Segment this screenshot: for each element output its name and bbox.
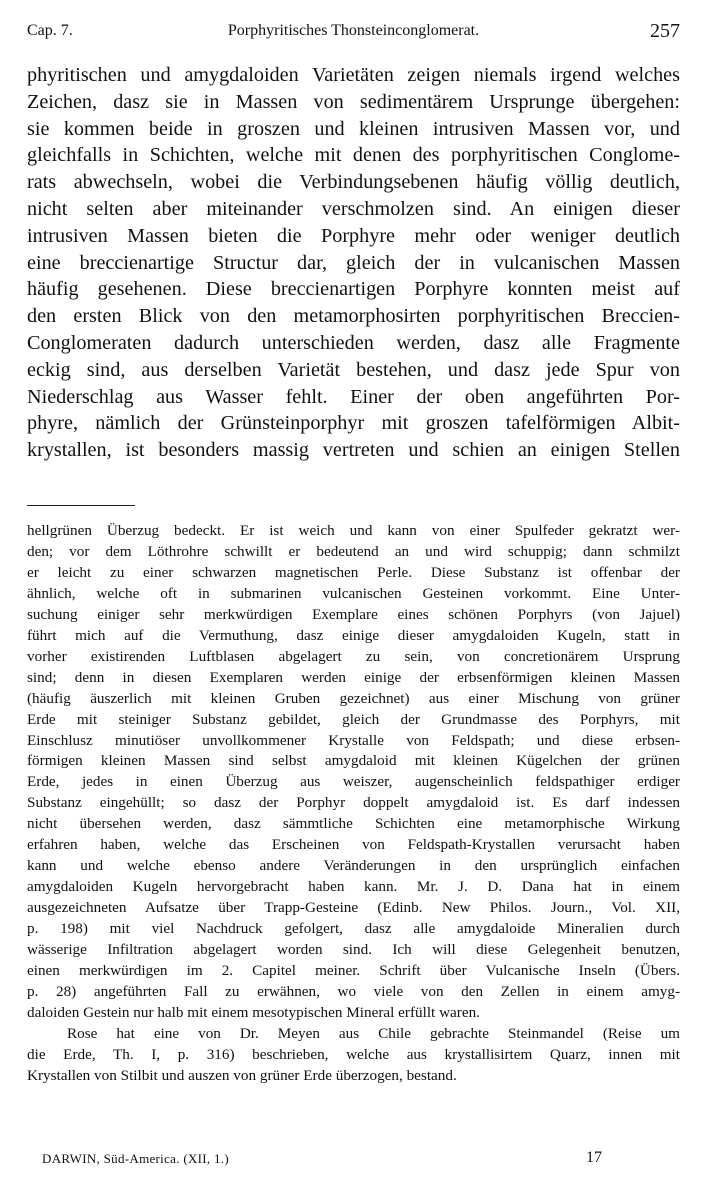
footnote-line: Substanz eingehüllt; so dasz der Porphyr doppelt amygdaloid ist. Es darf indessen (27, 794, 680, 812)
footnote-line: die Erde, Th. I, p. 316) beschrieben, welche aus krystallisirtem Quarz, innen mit (27, 1045, 680, 1063)
footnote-line: Einschlusz minutiöser unvollkommener Krystalle von Feldspath; und diese erbsen- (27, 731, 680, 749)
main-line: intrusiven Massen bieten die Porphyre mehr oder weniger deutlich (27, 224, 680, 247)
footnote-line: vorher existirenden Luftblasen abgelagert zu sein, von concretionärem Ursprung (27, 647, 680, 665)
footnote-line: hellgrünen Überzug bedeckt. Er ist weich und kann von einer Spulfeder gekratzt wer- (27, 522, 680, 539)
footnote-line: ähnlich, welche oft in submarinen vulcanischen Gesteinen vorkommt. Eine Unter- (27, 584, 680, 602)
sheet-number: 17 (586, 1149, 602, 1166)
footnote-line: den; vor dem Löthrohre schwillt er bedeutend an und wird schuppig; dann schmilzt (27, 542, 680, 560)
footnote-line: sind; denn in diesen Exemplaren werden einige der erbsenförmigen kleinen Massen (27, 668, 680, 686)
main-line: phyre, nämlich der Grünsteinporphyr mit groszen tafelförmigen Albit- (27, 412, 680, 435)
footnote-text (27, 521, 680, 1087)
footnote-line: erfahren haben, welche das Erscheinen von Feldspath-Krystallen verursacht haben (27, 836, 680, 854)
page-footer (42, 1149, 602, 1171)
main-line: phyritischen und amygdaloiden Varietäten zeigen niemals irgend welches (27, 64, 680, 86)
main-line: Conglomeraten dadurch unterschieden werden, dasz alle Fragmente (27, 331, 680, 354)
footnote-line: wässerige Infiltration abgelagert worden sind. Ich will diese Gelegenheit benutzen, (27, 941, 680, 959)
main-line: nicht selten aber miteinander verschmolzen sind. An einigen dieser (27, 197, 680, 220)
footnote-line: führt mich auf die Vermuthung, dasz einige dieser amygdaloiden Kugeln, statt in (27, 626, 680, 644)
footnote-line: kann und welche ebenso andere Veränderungen in den ursprünglich einfachen (27, 857, 680, 875)
footnote-line: Krystallen von Stilbit und auszen von grüner Erde überzogen, bestand. (27, 1066, 457, 1084)
sheet-signature: DARWIN, Süd-America. (XII, 1.) (42, 1151, 229, 1166)
footnote-line: (häufig äuszerlich mit kleinen Gruben gezeichnet) aus einer Mischung von grüner (27, 689, 680, 707)
main-line: rats abwechseln, wobei die Verbindungsebenen häufig völlig deutlich, (27, 171, 680, 194)
footnote-line: daloiden Gestein nur halb mit einem mesotypischen Mineral erfüllt waren. (27, 1003, 480, 1021)
footnote-line: förmigen kleinen Massen sind selbst amygdaloid mit kleinen Kügelchen der grünen (27, 752, 680, 770)
main-line: Niederschlag aus Wasser fehlt. Einer der oben angeführten Por- (27, 385, 680, 408)
main-text (27, 62, 680, 464)
footnote-line: ausgezeichneten Aufsatze über Trapp-Gesteine (Edinb. New Philos. Journ., Vol. XII, (27, 899, 680, 917)
running-title: Porphyritisches Thonsteinconglomerat. (227, 22, 480, 39)
footnote-line: er leicht zu einer schwarzen magnetischen Perle. Diese Substanz ist offenbar der (27, 563, 680, 581)
main-line: häufig gesehenen. Diese breccienartigen Porphyre konnten meist auf (27, 278, 680, 301)
footnote-line: einen merkwürdigen im 2. Capitel meiner. Schrift über Vulcanische Inseln (Übers. (27, 962, 680, 980)
footnote-line: amygdaloiden Kugeln hervorgebracht haben kann. Mr. J. D. Dana hat in einem (27, 878, 680, 896)
main-line: eine breccienartige Structur dar, gleich der in vulcanischen Massen (27, 251, 680, 274)
footnote-line: Erde, jedes in einen Überzug aus weiszer, augenscheinlich feldspathiger erdiger (27, 773, 680, 791)
main-line: sie kommen beide in groszen und kleinen intrusiven Massen vor, und (27, 117, 680, 140)
footnote-line: p. 28) angeführten Fall zu erwähnen, wo viele von den Zellen in einem amyg- (27, 982, 680, 1000)
running-header (27, 20, 680, 46)
main-line: den ersten Blick von den metamorphosirten porphyritischen Breccien- (27, 305, 680, 328)
footnote-divider (27, 505, 135, 506)
main-line: Zeichen, dasz sie in Massen von sedimentärem Ursprunge übergehen: (27, 90, 680, 113)
footnote-line: suchung einiger sehr merkwürdigen Exemplare eines schönen Porphyrs (von Jajuel) (27, 605, 680, 623)
footnote-line: nicht übersehen werden, dasz sämmtliche Schichten eine metamorphische Wirkung (27, 815, 680, 833)
footnote-line: Rose hat eine von Dr. Meyen aus Chile gebrachte Steinmandel (Reise um (67, 1024, 680, 1042)
footnote-line: Erde mit steiniger Substanz gebildet, gleich der Grundmasse des Porphyrs, mit (27, 710, 680, 728)
footnote-line: p. 198) mit viel Nachdruck gefolgert, dasz alle amygdaloide Mineralien durch (27, 920, 680, 938)
main-line: gleichfalls in Schichten, welche mit denen des porphyritischen Conglome- (27, 144, 680, 167)
chapter-label: Cap. 7. (27, 22, 73, 39)
main-line: eckig sind, aus derselben Varietät bestehen, und dasz jede Spur von (27, 358, 680, 381)
page-number: 257 (650, 20, 680, 42)
main-line: krystallen, ist besonders massig vertreten und schien an einigen Stellen (27, 439, 680, 462)
